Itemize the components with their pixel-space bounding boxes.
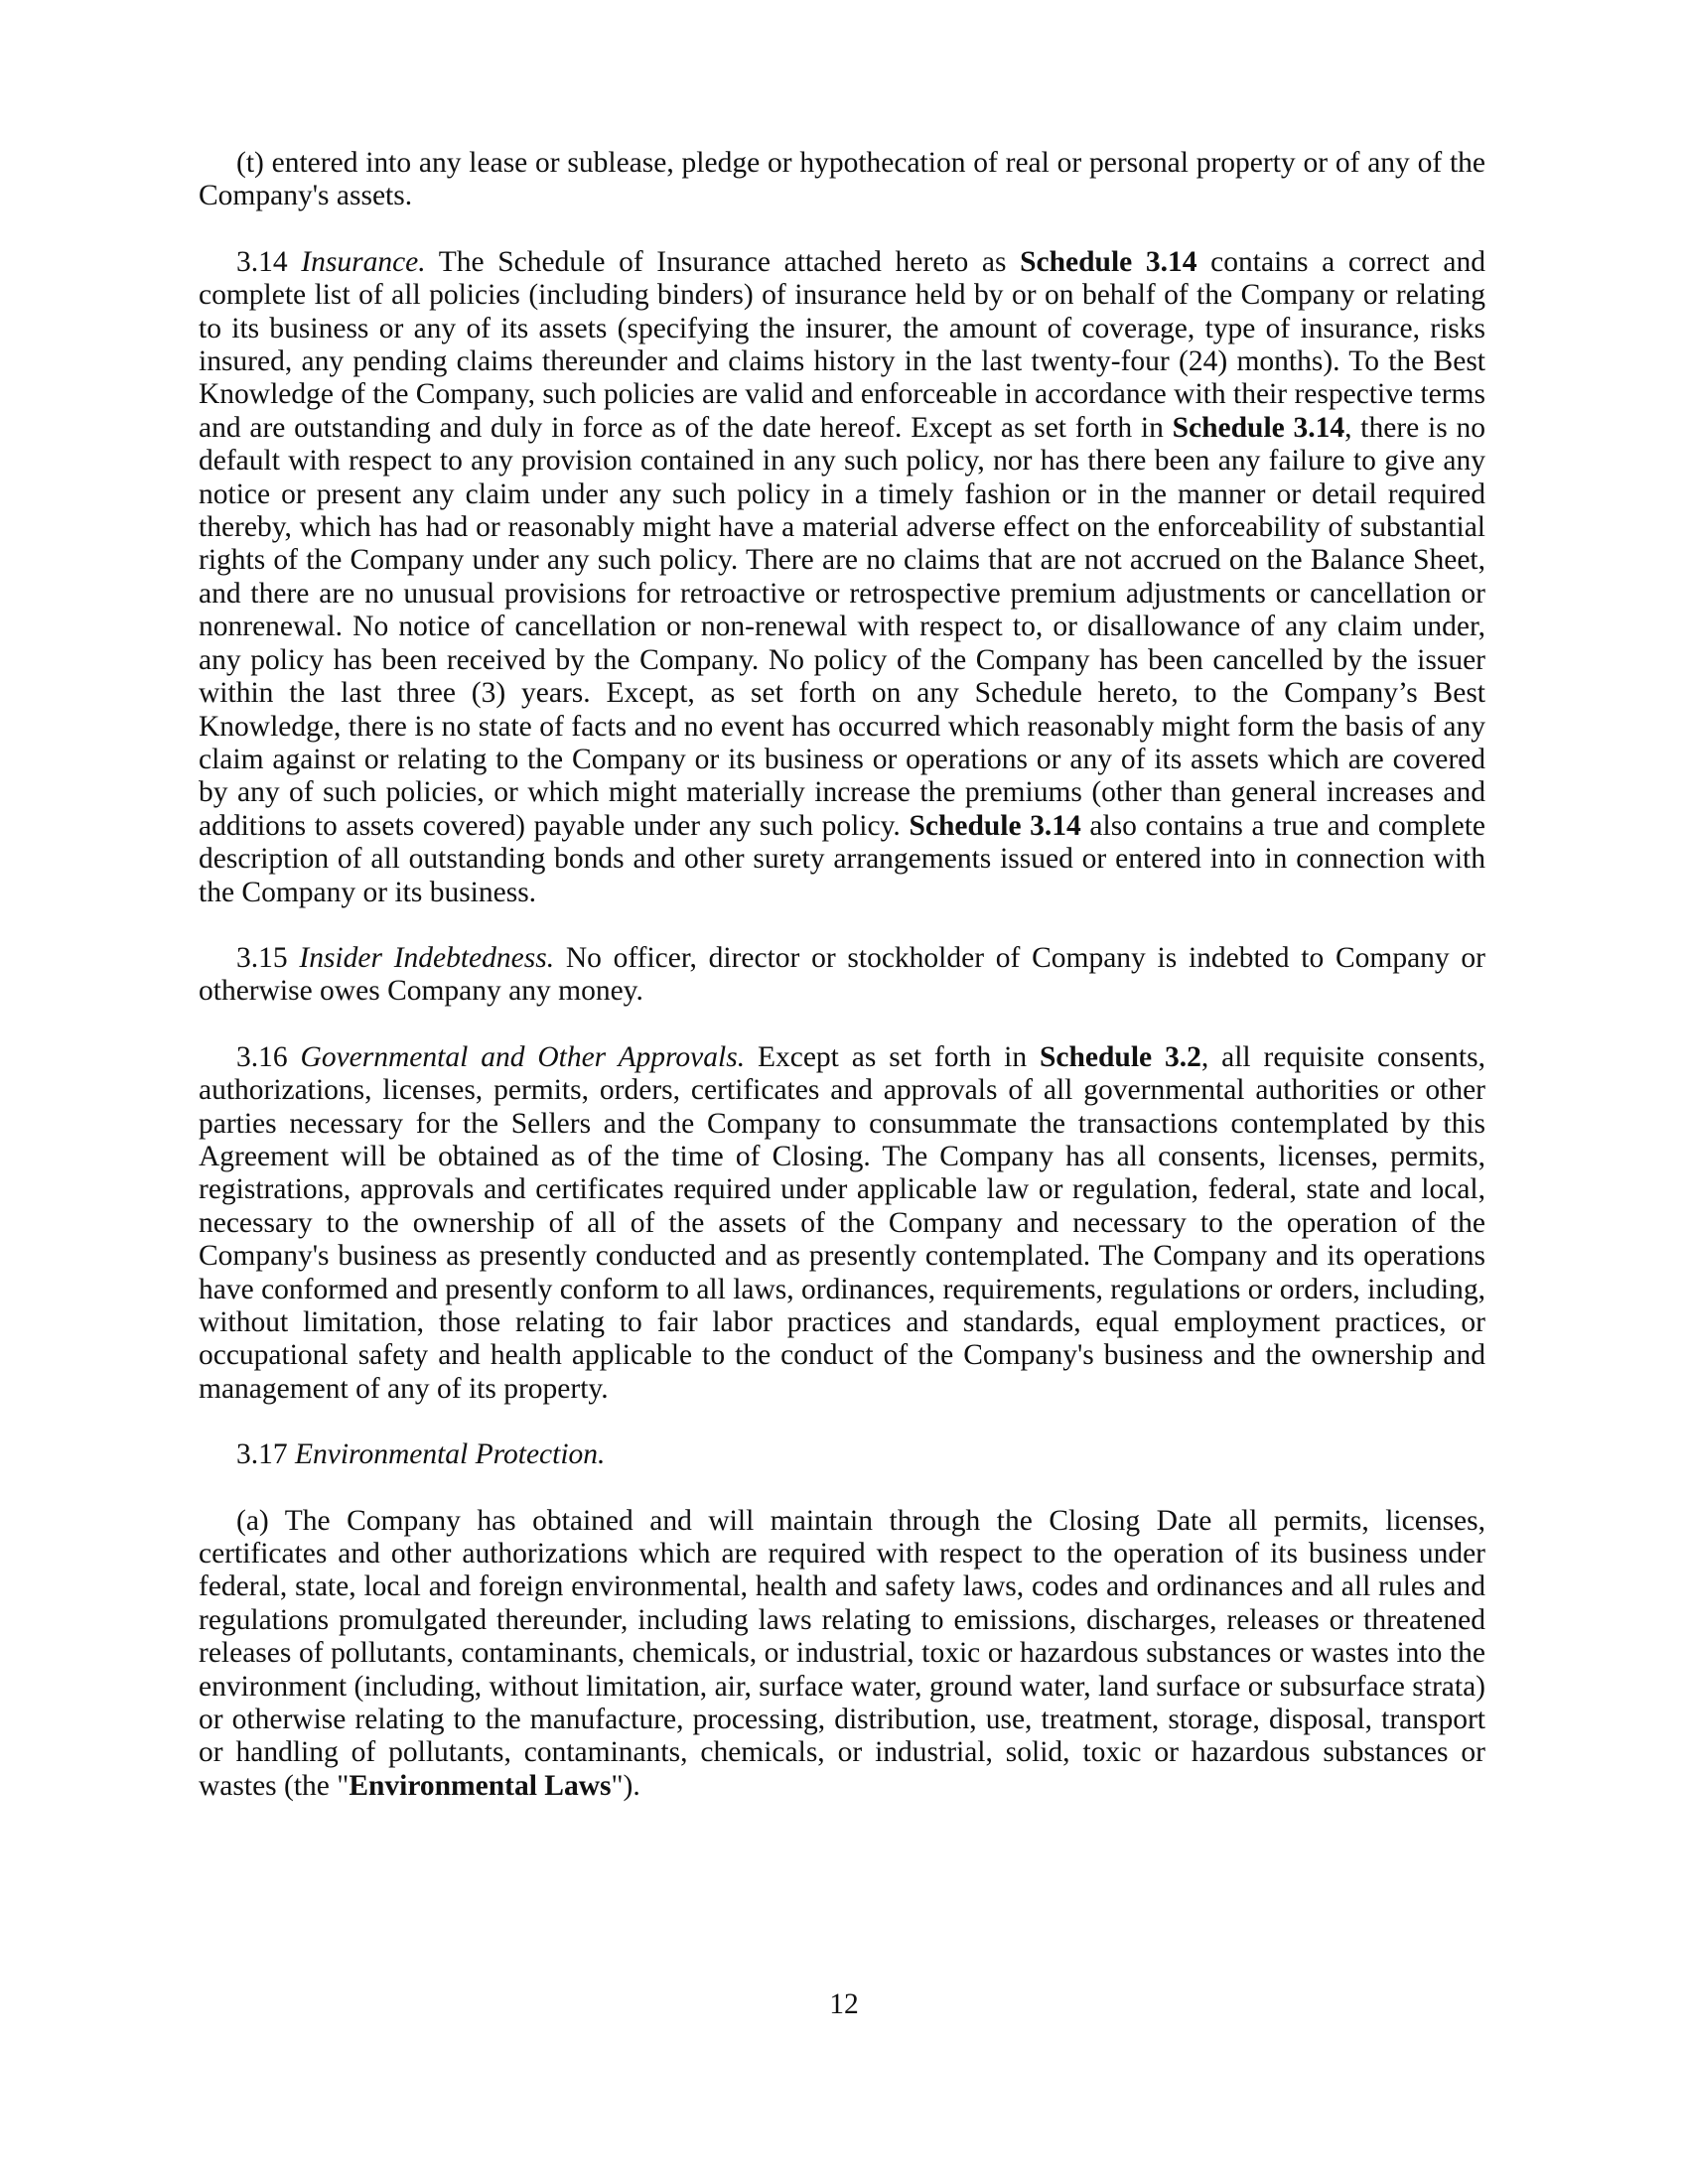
page-number: 12 [829,1988,859,2020]
section-3-17-environmental-protection [199,1438,1485,1471]
schedule-reference: Schedule 3.14 [909,809,1081,842]
section-3-15-insider-indebtedness [199,942,1485,1009]
section-title: Insider Indebtedness. [299,941,555,974]
section-number: 3.14 [236,245,288,278]
schedule-reference: Schedule 3.14 [1172,411,1345,444]
section-number: 3.16 [236,1040,288,1073]
paragraph-t-text: (t) entered into any lease or sublease, pledge or hypothecation of real or personal property or of any of the Company's assets. [199,147,1485,212]
section-title: Environmental Protection. [295,1438,606,1471]
paragraph-t [199,147,1485,213]
section-text: , all requisite consents, authorizations, licenses, permits, orders, certificates and approvals of all governmental authorities or other parties necessary for the Sellers and the Company to consummate the transactions contemplated by this Agreement will be obtained as of the time of Closing. The Company has all consents, licenses, permits, registrations, approvals and certificates required under applicable law or regulation, federal, state and local, necessary to the ownership of all of the assets of the Company and necessary to the operation of the Company's business as presently conducted and as presently contemplated. The Company and its operations have conformed and presently conform to all laws, ordinances, requirements, regulations or orders, including, without limitation, those relating to fair labor practices and standards, equal employment practices, or occupational safety and health applicable to the conduct of the Company's business and the ownership and management of any of its property. [199,1040,1485,1405]
schedule-reference: Schedule 3.14 [1020,245,1197,278]
schedule-reference: Schedule 3.2 [1040,1040,1201,1073]
section-3-16-governmental-approvals [199,1041,1485,1406]
section-text: The Schedule of Insurance attached hereto as [425,245,1021,278]
section-number: 3.17 [236,1438,288,1471]
section-3-14-insurance [199,246,1485,909]
section-number: 3.15 [236,941,288,974]
section-text: (a) The Company has obtained and will maintain through the Closing Date all permits, licenses, certificates and other authorizations which are required with respect to the operation of its business under federal, state, local and foreign environmental, health and safety laws, codes and ordinances and all rules and regulations promulgated thereunder, including laws relating to emissions, discharges, releases or threatened releases of pollutants, contaminants, chemicals, or industrial, toxic or hazardous substances or wastes into the environment (including, without limitation, air, surface water, ground water, land surface or subsurface strata) or otherwise relating to the manufacture, processing, distribution, use, treatment, storage, disposal, transport or handling of pollutants, contaminants, chemicals, or industrial, solid, toxic or hazardous substances or wastes (the " [199,1504,1485,1802]
section-text: No officer, director or stockholder of Company is indebted to Company or otherwise owes Company any money. [199,941,1485,1008]
paragraph-a [199,1505,1485,1804]
section-text: contains a correct and complete list of all policies (including binders) of insurance held by or on behalf of the Company or relating to its business or any of its assets (specifying the insurer, the amount of coverage, type of insurance, risks insured, any pending claims thereunder and claims history in the last twenty-four (24) months). To the Best Knowledge of the Company, such policies are valid and enforceable in accordance with their respective terms and are outstanding and duly in force as of the date hereof. Except as set forth in [199,245,1486,444]
section-title: Governmental and Other Approvals. [300,1040,746,1073]
section-text: Except as set forth in [745,1040,1040,1073]
section-text: also contains a true and complete description of all outstanding bonds and other surety arrangements issued or entered into in connection with the Company or its business. [199,809,1486,908]
document-page [199,147,1485,1836]
section-text: "). [611,1769,640,1802]
defined-term: Environmental Laws [349,1769,612,1802]
section-title: Insurance. [301,245,426,278]
section-text: , there is no default with respect to any provision contained in any such policy, nor has there been any failure to give any notice or present any claim under any such policy in a timely fashion or in the manner or detail required thereby, which has had or reasonably might have a material adverse effect on the enforceability of substantial rights of the Company under any such policy. There are no claims that are not accrued on the Balance Sheet, and there are no unusual provisions for retroactive or retrospective premium adjustments or cancellation or nonrenewal. No notice of cancellation or non-renewal with respect to, or disallowance of any claim under, any policy has been received by the Company. No policy of the Company has been cancelled by the issuer within the last three (3) years. Except, as set forth on any Schedule hereto, to the Company’s Best Knowledge, there is no state of facts and no event has occurred which reasonably might form the basis of any claim against or relating to the Company or its business or operations or any of its assets which are covered by any of such policies, or which might materially increase the premiums (other than general increases and additions to assets covered) payable under any such policy. [199,411,1485,842]
